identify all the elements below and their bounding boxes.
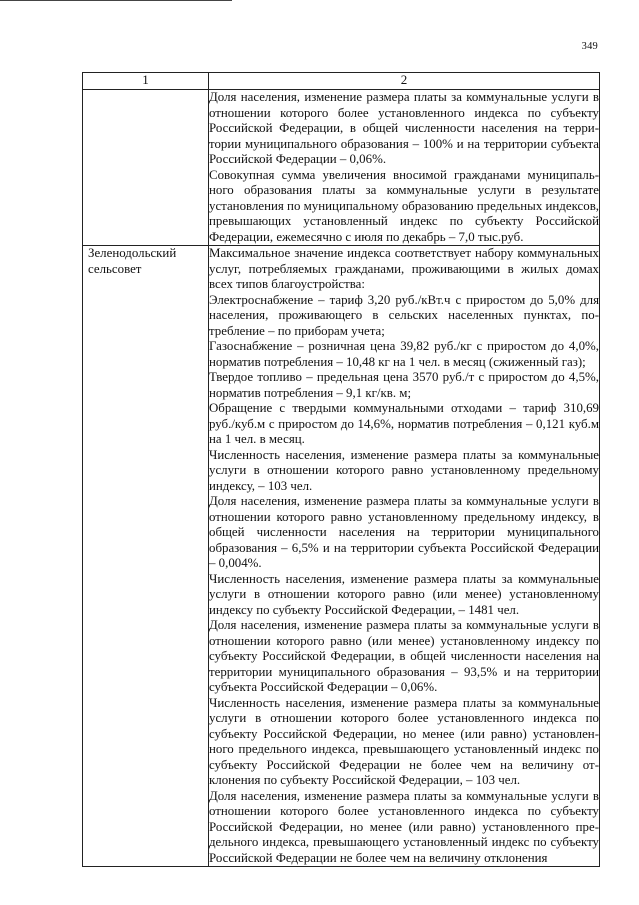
column-header-1: 1 [83, 73, 209, 90]
municipality-name: Зеленодольский сельсовет [88, 246, 177, 276]
description-cell [209, 246, 600, 867]
paragraph: Газоснабжение – розничная цена 39,82 руб./кг с приростом до 4,0%, норматив потребления – 10,48 кг на 1 чел. в месяц (сжиженный газ); [209, 339, 599, 369]
paragraph: Доля населения, изменение размера платы за коммунальные услуги в отношении которого равно установленному предельному индексу, в общей численности населения на территории муниципального образования – 6,5% и на территории субъекта Российской Федерации – 0,004%. [209, 494, 599, 570]
page-number: 349 [581, 41, 598, 52]
paragraph: Электроснабжение – тариф 3,20 руб./кВт.ч с приростом до 5,0% для населения, проживающего в сельских населенных пунктах, потребление – по приборам учета; [209, 292, 599, 338]
paragraph: Доля населения, изменение размера платы за коммунальные услуги в отношении которого равно (или менее) установленному индексу по субъекту Российской Федерации, в общей численности населения на территории муниципального образования – 93,5% и на территории субъекта Российской Федерации – 0,06%. [209, 618, 599, 694]
paragraph: Максимальное значение индекса соответствует набору коммунальных услуг, потребляемых гражданами, проживающими в жилых домах всех типов благоустройства: [209, 246, 599, 291]
paragraph: Обращение с твердыми коммунальными отходами – тариф 310,69 руб./куб.м с приростом до 14,6%, норматив потребления – 0,121 куб.м на 1 чел. в месяц. [209, 401, 599, 446]
column-header-2: 2 [209, 73, 600, 90]
municipality-cell [83, 90, 209, 246]
header-row [83, 73, 600, 90]
table-row [83, 90, 600, 246]
document-table [82, 72, 600, 867]
paragraph: Численность населения, изменение размера платы за коммунальные услуги в отношении которого равно установленному предельному индексу, – 103 чел. [209, 447, 599, 493]
paragraph: Твердое топливо – предельная цена 3570 руб./т с приростом до 4,5%, норматив потребления – 9,1 кг/кв. м; [209, 370, 599, 400]
paragraph: Доля населения, изменение размера платы за коммунальные услуги в отношении которого более установленного индекса по субъекту Российской Федерации, в общей численности населения на территории муниципального образования – 100% и на территории субъекта Российской Федерации – 0,06%. [209, 90, 599, 166]
top-edge-rule [0, 0, 232, 1]
municipality-cell [83, 246, 209, 867]
paragraph: Численность населения, изменение размера платы за коммунальные услуги в отношении которого равно (или менее) установленному индексу по субъекту Российской Федерации, – 1481 чел. [209, 571, 599, 617]
table-row [83, 246, 600, 867]
paragraph: Доля населения, изменение размера платы за коммунальные услуги в отношении которого более установленного индекса по субъекту Российской Федерации, но менее (или равно) установленного предельного индекса, превышающего установленный индекс по субъекту Российской Федерации не более чем на величину отклонения [209, 788, 599, 865]
paragraph: Численность населения, изменение размера платы за коммунальные услуги в отношении которого более установленного индекса по субъекту Российской Федерации, но менее (или равно) установленного предельного индекса, превышающего установленный индекс по субъекту Российской Федерации не более чем на величину отклонения по субъекту Российской Федерации, – 103 чел. [209, 695, 599, 787]
paragraph: Совокупная сумма увеличения вносимой гражданами муниципального образования платы за коммунальные услуги в результате установления по муниципальному образованию предельных индексов, превышающих установленный индекс по субъекту Российской Федерации, ежемесячно с июля по декабрь – 7,0 тыс.руб. [209, 167, 599, 244]
description-cell [209, 90, 600, 246]
